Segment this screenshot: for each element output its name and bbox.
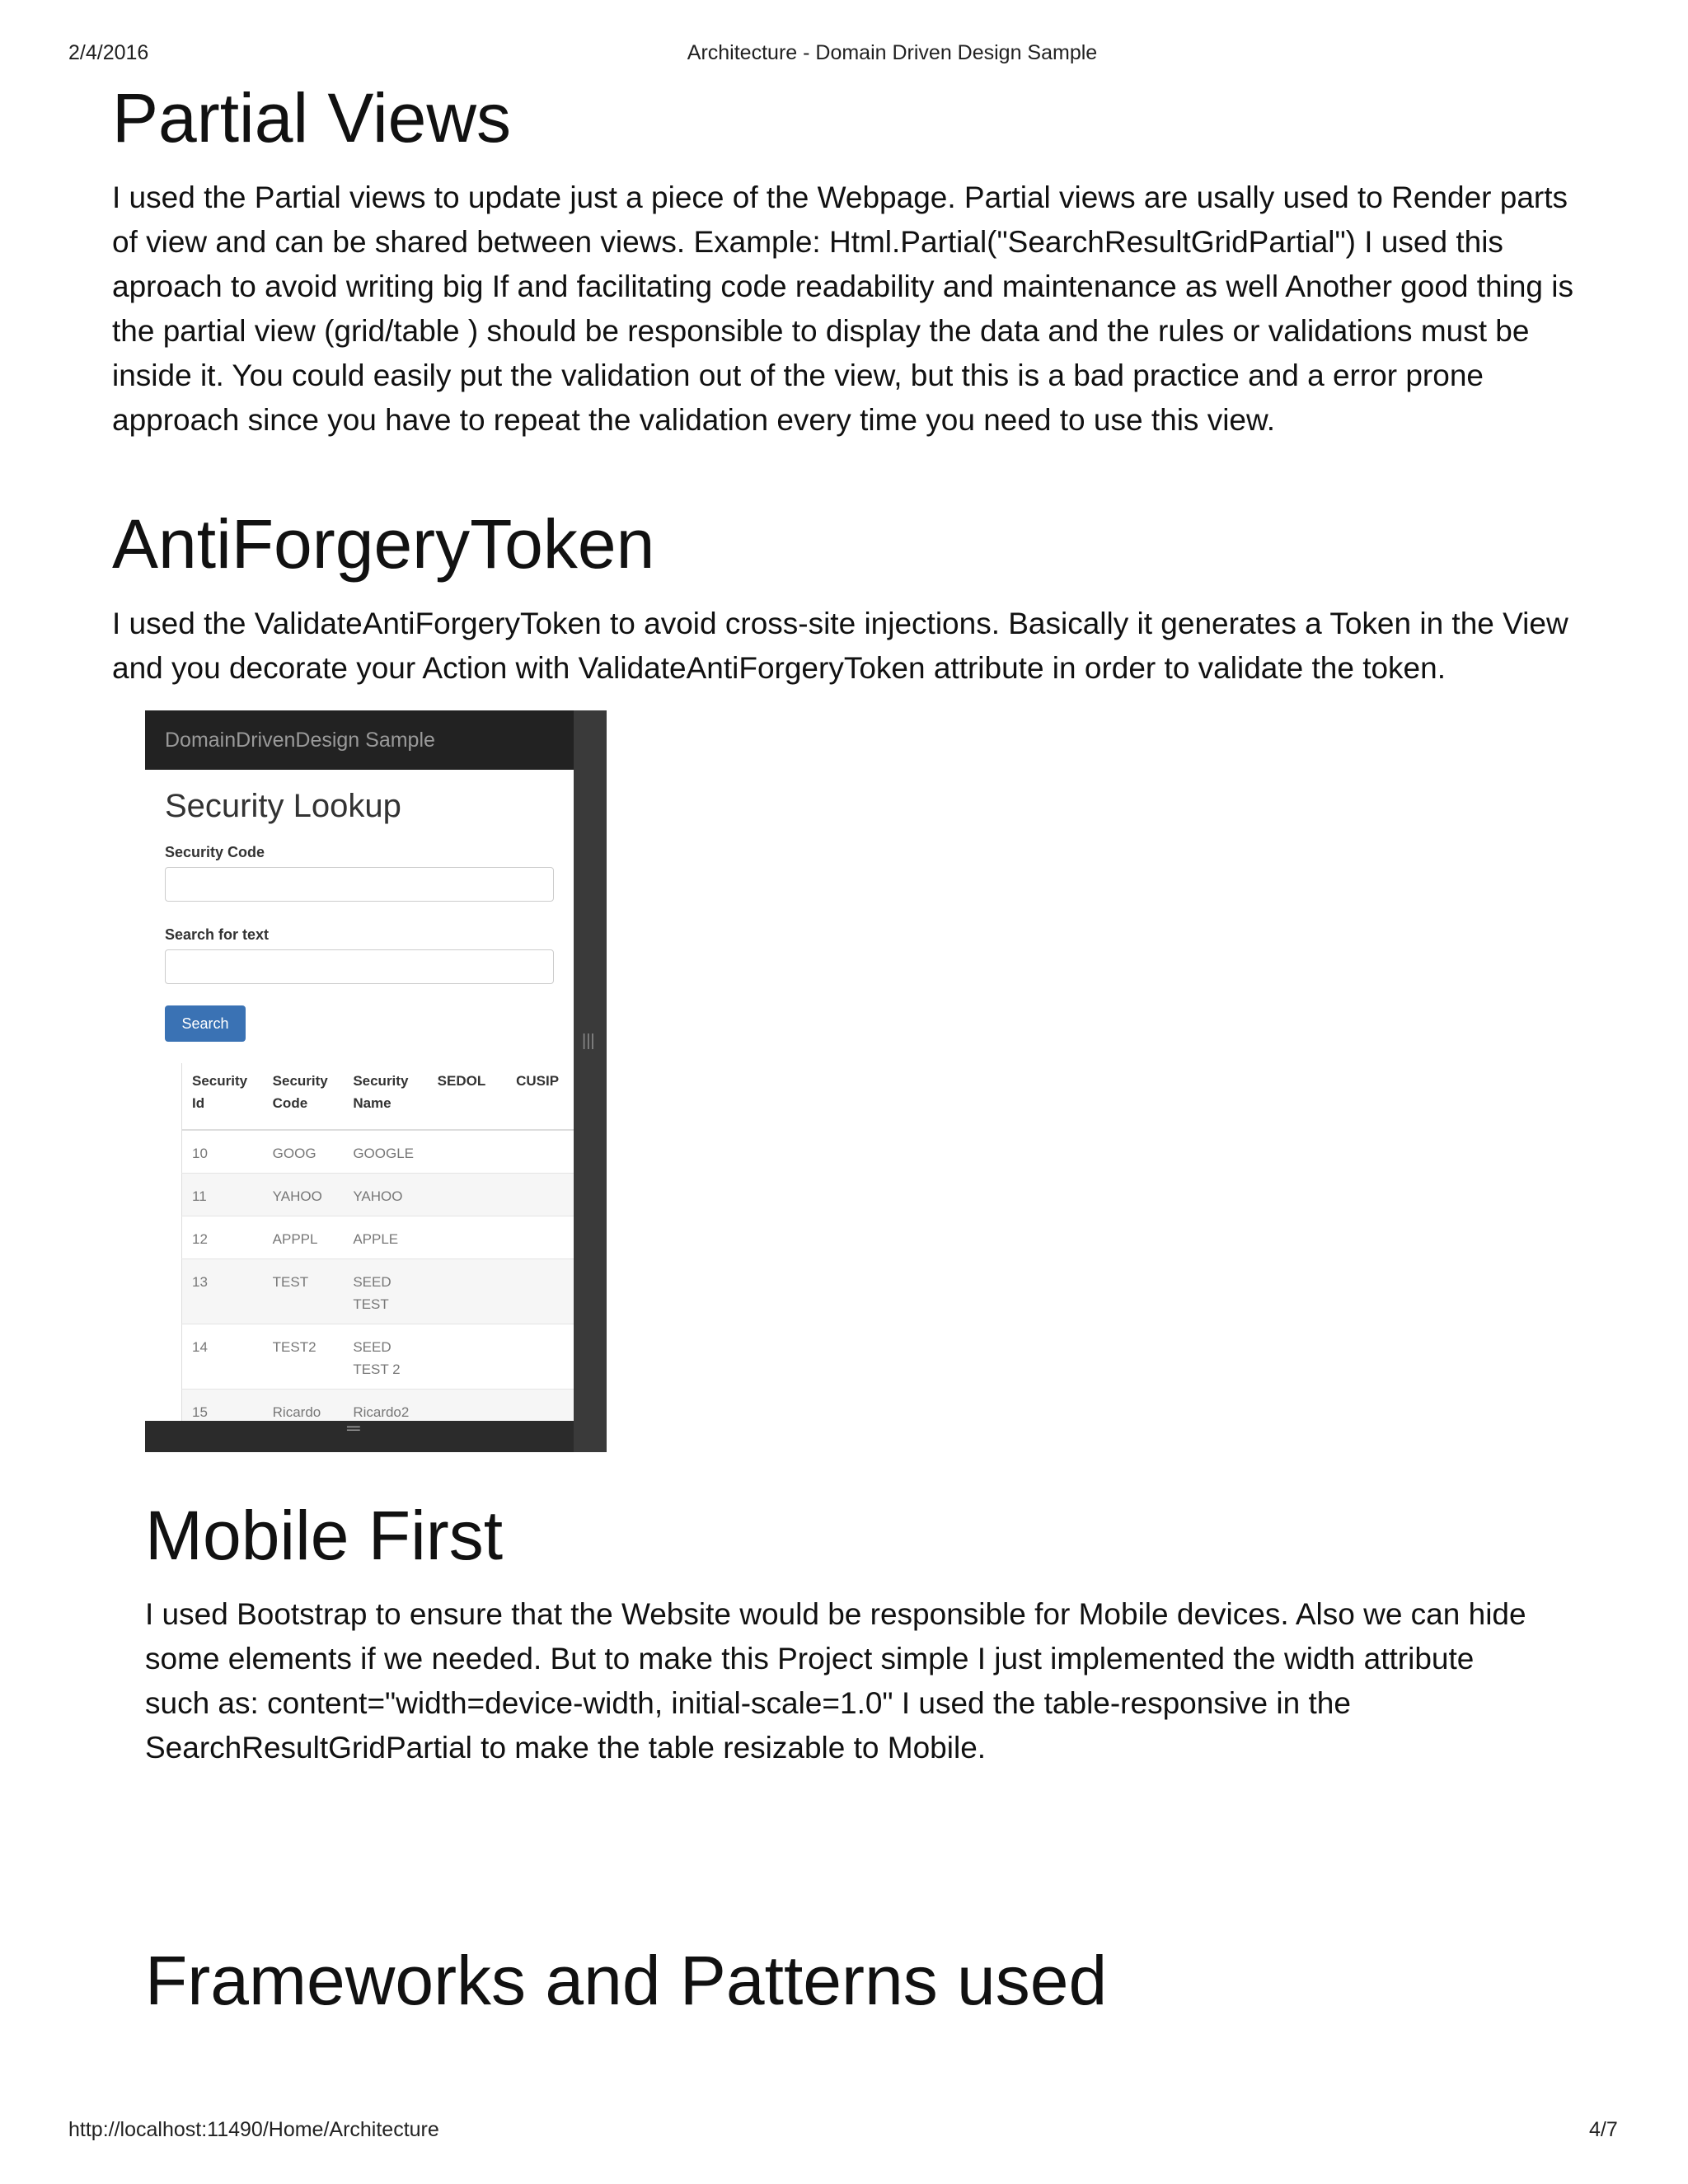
grid-header-row: [182, 1063, 574, 1130]
cell-cusip: [506, 1390, 574, 1422]
cell-code: Ricardo: [263, 1390, 344, 1422]
column-header: Security Id: [182, 1063, 263, 1130]
table-row: [182, 1174, 574, 1216]
cell-code: TEST2: [263, 1324, 344, 1390]
cell-id: 15: [182, 1390, 263, 1422]
table-row: [182, 1216, 574, 1259]
table-row: [182, 1130, 574, 1174]
screenshot-navbar: [145, 710, 574, 770]
cell-sedol: [428, 1130, 506, 1174]
table-row: [182, 1324, 574, 1390]
search-result-grid: [181, 1063, 574, 1421]
search-button[interactable]: Search: [165, 1005, 246, 1042]
cell-sedol: [428, 1216, 506, 1259]
cell-cusip: [506, 1259, 574, 1324]
cell-code: YAHOO: [263, 1174, 344, 1216]
cell-name: Ricardo2: [343, 1390, 427, 1422]
cell-code: TEST: [263, 1259, 344, 1324]
table-row: [182, 1390, 574, 1422]
security-code-label: Security Code: [165, 844, 265, 860]
print-title: Architecture - Domain Driven Design Sample: [687, 41, 1098, 64]
cell-id: 11: [182, 1174, 263, 1216]
cell-cusip: [506, 1324, 574, 1390]
cell-name: YAHOO: [343, 1174, 427, 1216]
section-body-mobile-first: I used Bootstrap to ensure that the Website would be responsible for Mobile devices. Also we can hide some elements if we needed. But to make this Project simple I just implemented the width attribute such as: content="width=device-width, initial-scale=1.0" I used the table-responsive in the SearchResultGridPartial to make the table resizable to Mobile.: [145, 1597, 1526, 1765]
screenshot-brand: DomainDrivenDesign Sample: [165, 729, 435, 752]
cell-id: 13: [182, 1259, 263, 1324]
section-body-anti-forgery: I used the ValidateAntiForgeryToken to avoid cross-site injections. Basically it generates a Token in the View and you decorate your Action with ValidateAntiForgeryToken attribute in order to validate the token.: [112, 607, 1568, 685]
section-body-partial-views: I used the Partial views to update just a piece of the Webpage. Partial views are usally used to Render parts of view and can be shared between views. Example: Html.Partial("SearchResultGridPartial") I used this aproach to avoid writing big If and facilitating code readability and maintenance as well Another good thing is the partial view (grid/table ) should be responsible to display the data and the rules or validations must be inside it. You could easily put the validation out of the view, but this is a bad practice and a error prone approach since you have to repeat the validation every time you need to use this view.: [112, 180, 1574, 437]
cell-id: 10: [182, 1130, 263, 1174]
column-header: CUSIP: [506, 1063, 574, 1130]
cell-id: 12: [182, 1216, 263, 1259]
cell-name: SEED TEST 2: [343, 1324, 427, 1390]
section-title-frameworks: Frameworks and Patterns used: [145, 1942, 1108, 2019]
column-header: SEDOL: [428, 1063, 506, 1130]
search-text-label: Search for text: [165, 926, 270, 943]
cell-name: SEED TEST: [343, 1259, 427, 1324]
cell-code: APPPL: [263, 1216, 344, 1259]
resize-grip-vertical-icon[interactable]: |||: [582, 1032, 595, 1050]
security-lookup-screenshot: [145, 710, 607, 1452]
section-title-partial-views: Partial Views: [112, 79, 511, 157]
section-title-mobile-first: Mobile First: [145, 1497, 504, 1574]
cell-cusip: [506, 1174, 574, 1216]
cell-name: GOOGLE: [343, 1130, 427, 1174]
column-header: Security Code: [263, 1063, 344, 1130]
resize-grip-horizontal-icon[interactable]: ═: [347, 1418, 360, 1438]
section-title-anti-forgery: AntiForgeryToken: [112, 505, 655, 583]
screenshot-page: [145, 770, 574, 1421]
cell-name: APPLE: [343, 1216, 427, 1259]
print-page-number: 4/7: [1589, 2118, 1618, 2141]
cell-id: 14: [182, 1324, 263, 1390]
security-code-input[interactable]: [165, 867, 554, 902]
security-lookup-title: Security Lookup: [165, 788, 401, 824]
search-text-input[interactable]: [165, 949, 554, 984]
print-url: http://localhost:11490/Home/Architecture: [68, 2118, 439, 2141]
cell-cusip: [506, 1130, 574, 1174]
cell-sedol: [428, 1390, 506, 1422]
emulator-frame-right: [574, 710, 607, 1452]
table-row: [182, 1259, 574, 1324]
cell-sedol: [428, 1324, 506, 1390]
print-date: 2/4/2016: [68, 41, 149, 64]
column-header: Security Name: [343, 1063, 427, 1130]
cell-sedol: [428, 1259, 506, 1324]
cell-cusip: [506, 1216, 574, 1259]
cell-sedol: [428, 1174, 506, 1216]
cell-code: GOOG: [263, 1130, 344, 1174]
